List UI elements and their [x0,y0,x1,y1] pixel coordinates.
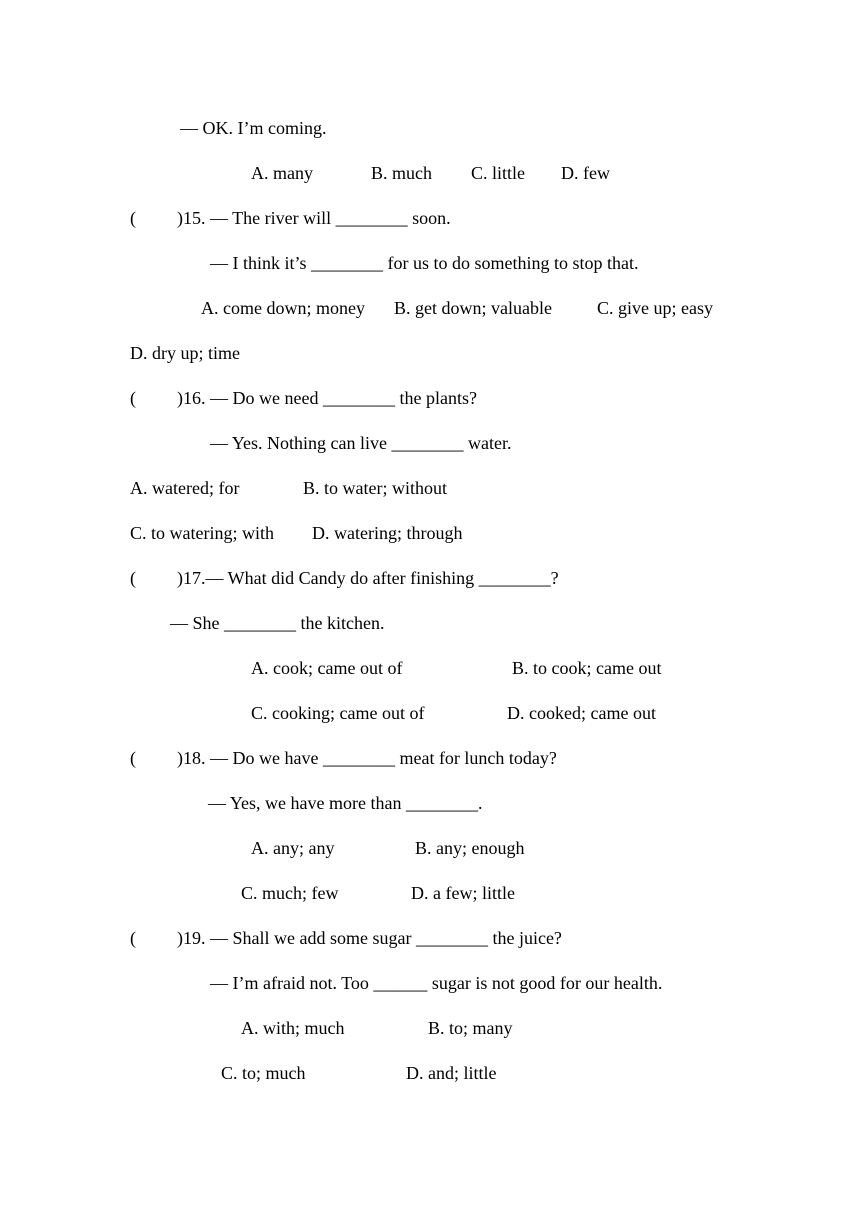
q14-option-c: C. little [471,163,525,183]
q15-answer-bracket: ( [130,208,136,228]
q15-option-b: B. get down; valuable [394,298,552,318]
q14-option-a: A. many [251,163,313,183]
q19-option-b: B. to; many [428,1018,513,1038]
q15-reply: — I think it’s ________ for us to do something to stop that. [210,253,639,273]
q15-option-c: C. give up; easy [597,298,713,318]
q15-stem: )15. — The river will ________ soon. [177,208,451,228]
q16-option-c: C. to watering; with [130,523,274,543]
q18-option-d: D. a few; little [411,883,515,903]
q19-option-a: A. with; much [241,1018,345,1038]
q18-option-a: A. any; any [251,838,335,858]
q16-option-b: B. to water; without [303,478,447,498]
q14-answer: — OK. I’m coming. [180,118,327,138]
q18-reply: — Yes, we have more than ________. [208,793,483,813]
q14-option-d: D. few [561,163,610,183]
q15-option-d: D. dry up; time [130,343,240,363]
q18-option-c: C. much; few [241,883,339,903]
q18-answer-bracket: ( [130,748,136,768]
q19-option-c: C. to; much [221,1063,306,1083]
q14-option-b: B. much [371,163,432,183]
q19-stem: )19. — Shall we add some sugar ________ the juice? [177,928,562,948]
q19-option-d: D. and; little [406,1063,497,1083]
q19-reply: — I’m afraid not. Too ______ sugar is not good for our health. [210,973,663,993]
q17-reply: — She ________ the kitchen. [170,613,385,633]
q16-stem: )16. — Do we need ________ the plants? [177,388,477,408]
q17-option-d: D. cooked; came out [507,703,656,723]
q16-option-d: D. watering; through [312,523,463,543]
q16-option-a: A. watered; for [130,478,240,498]
q18-option-b: B. any; enough [415,838,525,858]
q17-stem: )17.— What did Candy do after finishing ________? [177,568,559,588]
q17-option-c: C. cooking; came out of [251,703,425,723]
q16-reply: — Yes. Nothing can live ________ water. [210,433,512,453]
q16-answer-bracket: ( [130,388,136,408]
q19-answer-bracket: ( [130,928,136,948]
q17-option-b: B. to cook; came out [512,658,662,678]
q18-stem: )18. — Do we have ________ meat for lunch today? [177,748,557,768]
q15-option-a: A. come down; money [201,298,365,318]
q17-answer-bracket: ( [130,568,136,588]
q17-option-a: A. cook; came out of [251,658,403,678]
